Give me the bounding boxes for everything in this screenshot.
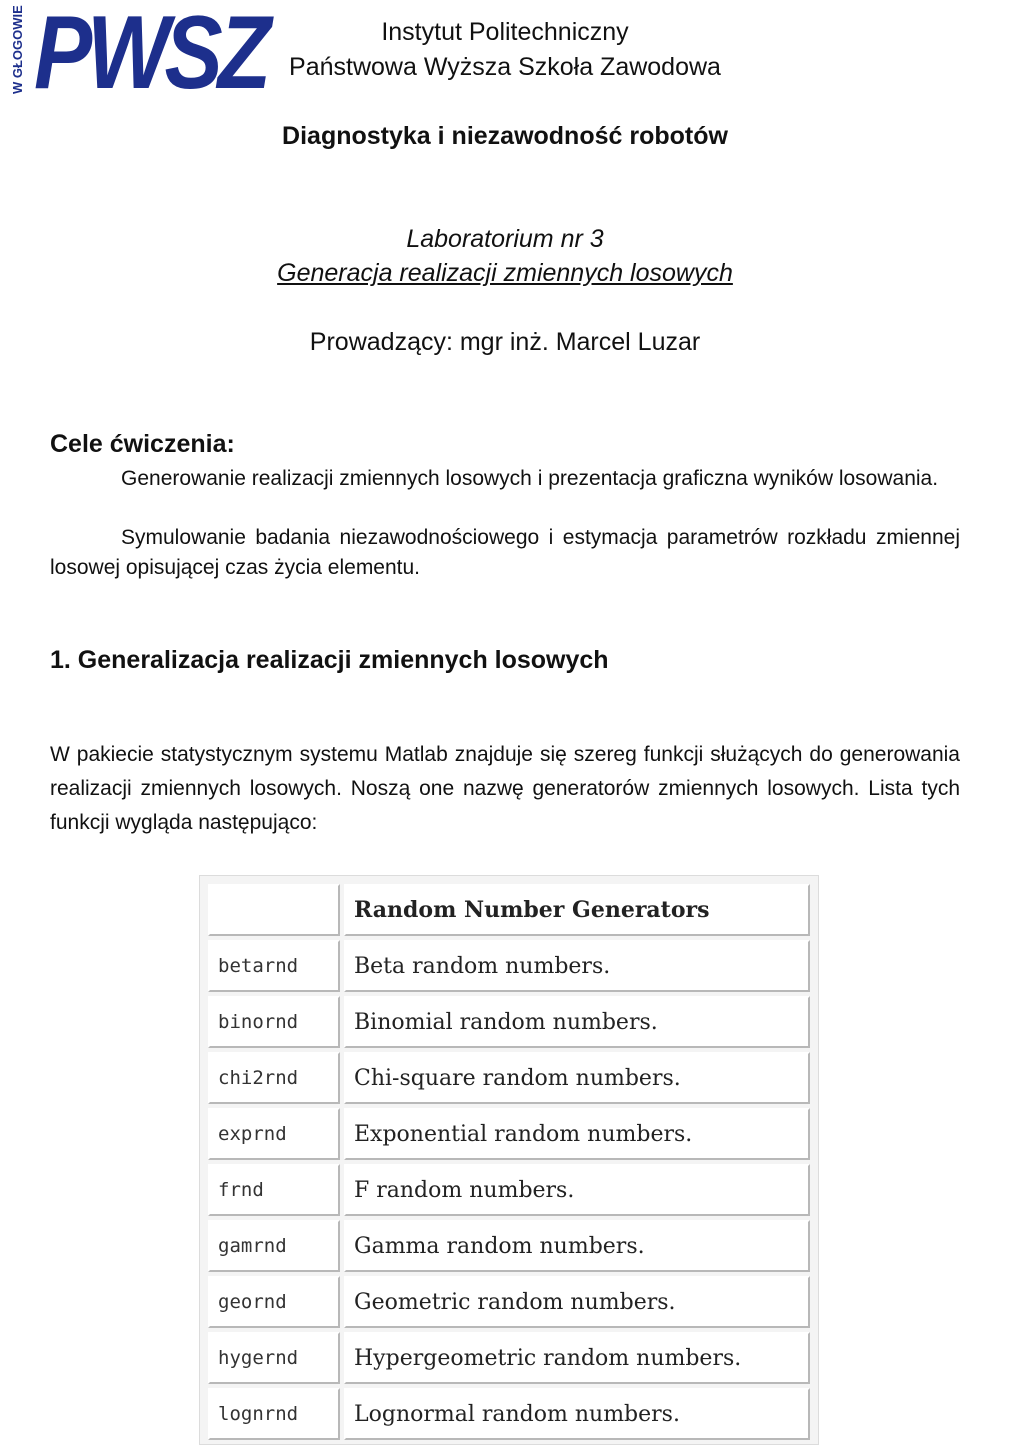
function-name: chi2rnd [208,1052,340,1104]
table-row [208,1108,810,1160]
logo-text: PWSZ [34,0,274,111]
section-heading: 1. Generalizacja realizacji zmiennych losowych [50,646,609,674]
function-name: exprnd [208,1108,340,1160]
function-description: Lognormal random numbers. [344,1388,810,1440]
function-name: frnd [208,1164,340,1216]
table-header-row [208,884,810,936]
function-description: Geometric random numbers. [344,1276,810,1328]
school-name: Państwowa Wyższa Szkoła Zawodowa [289,53,721,81]
course-title: Diagnostyka i niezawodność robotów [282,122,728,150]
table-row [208,1220,810,1272]
table-header: Random Number Generators [344,884,810,936]
pwsz-logo [6,0,274,111]
function-description: Beta random numbers. [344,940,810,992]
function-name: gamrnd [208,1220,340,1272]
function-description: Binomial random numbers. [344,996,810,1048]
lab-number: Laboratorium nr 3 [406,225,604,253]
function-description: Gamma random numbers. [344,1220,810,1272]
table-header-empty-cell [208,884,340,936]
instructor: Prowadzący: mgr inż. Marcel Luzar [309,328,701,356]
table-row [208,1276,810,1328]
function-description: Hypergeometric random numbers. [344,1332,810,1384]
function-description: Exponential random numbers. [344,1108,810,1160]
section-paragraph: W pakiecie statystycznym systemu Matlab znajduje się szereg funkcji służących do generowania realizacji zmiennych losowych. Noszą one nazwę generatorów zmiennych losowych. Lista tych funkcji wygląda następująco: [50,743,960,834]
random-generators-table [199,875,819,1445]
function-name: binornd [208,996,340,1048]
table-row [208,996,810,1048]
function-name: betarnd [208,940,340,992]
table-row [208,1164,810,1216]
function-description: Chi-square random numbers. [344,1052,810,1104]
table-row [208,1332,810,1384]
institute-name: Instytut Politechniczny [381,18,629,46]
table-row [208,1388,810,1440]
logo-subtext: W GŁOGOWIE [10,5,25,94]
function-name: lognrnd [208,1388,340,1440]
function-name: geornd [208,1276,340,1328]
lab-topic: Generacja realizacji zmiennych losowych [277,259,733,287]
table-row [208,1052,810,1104]
table-row [208,940,810,992]
function-description: F random numbers. [344,1164,810,1216]
function-name: hygernd [208,1332,340,1384]
goal-item: Generowanie realizacji zmiennych losowych i prezentacja graficzna wyników losowania. [121,467,939,490]
goals-heading: Cele ćwiczenia: [50,430,235,458]
goal-item: Symulowanie badania niezawodnościowego i estymacja parametrów rozkładu zmiennej losowej opisującej czas życia elementu. [50,526,960,579]
